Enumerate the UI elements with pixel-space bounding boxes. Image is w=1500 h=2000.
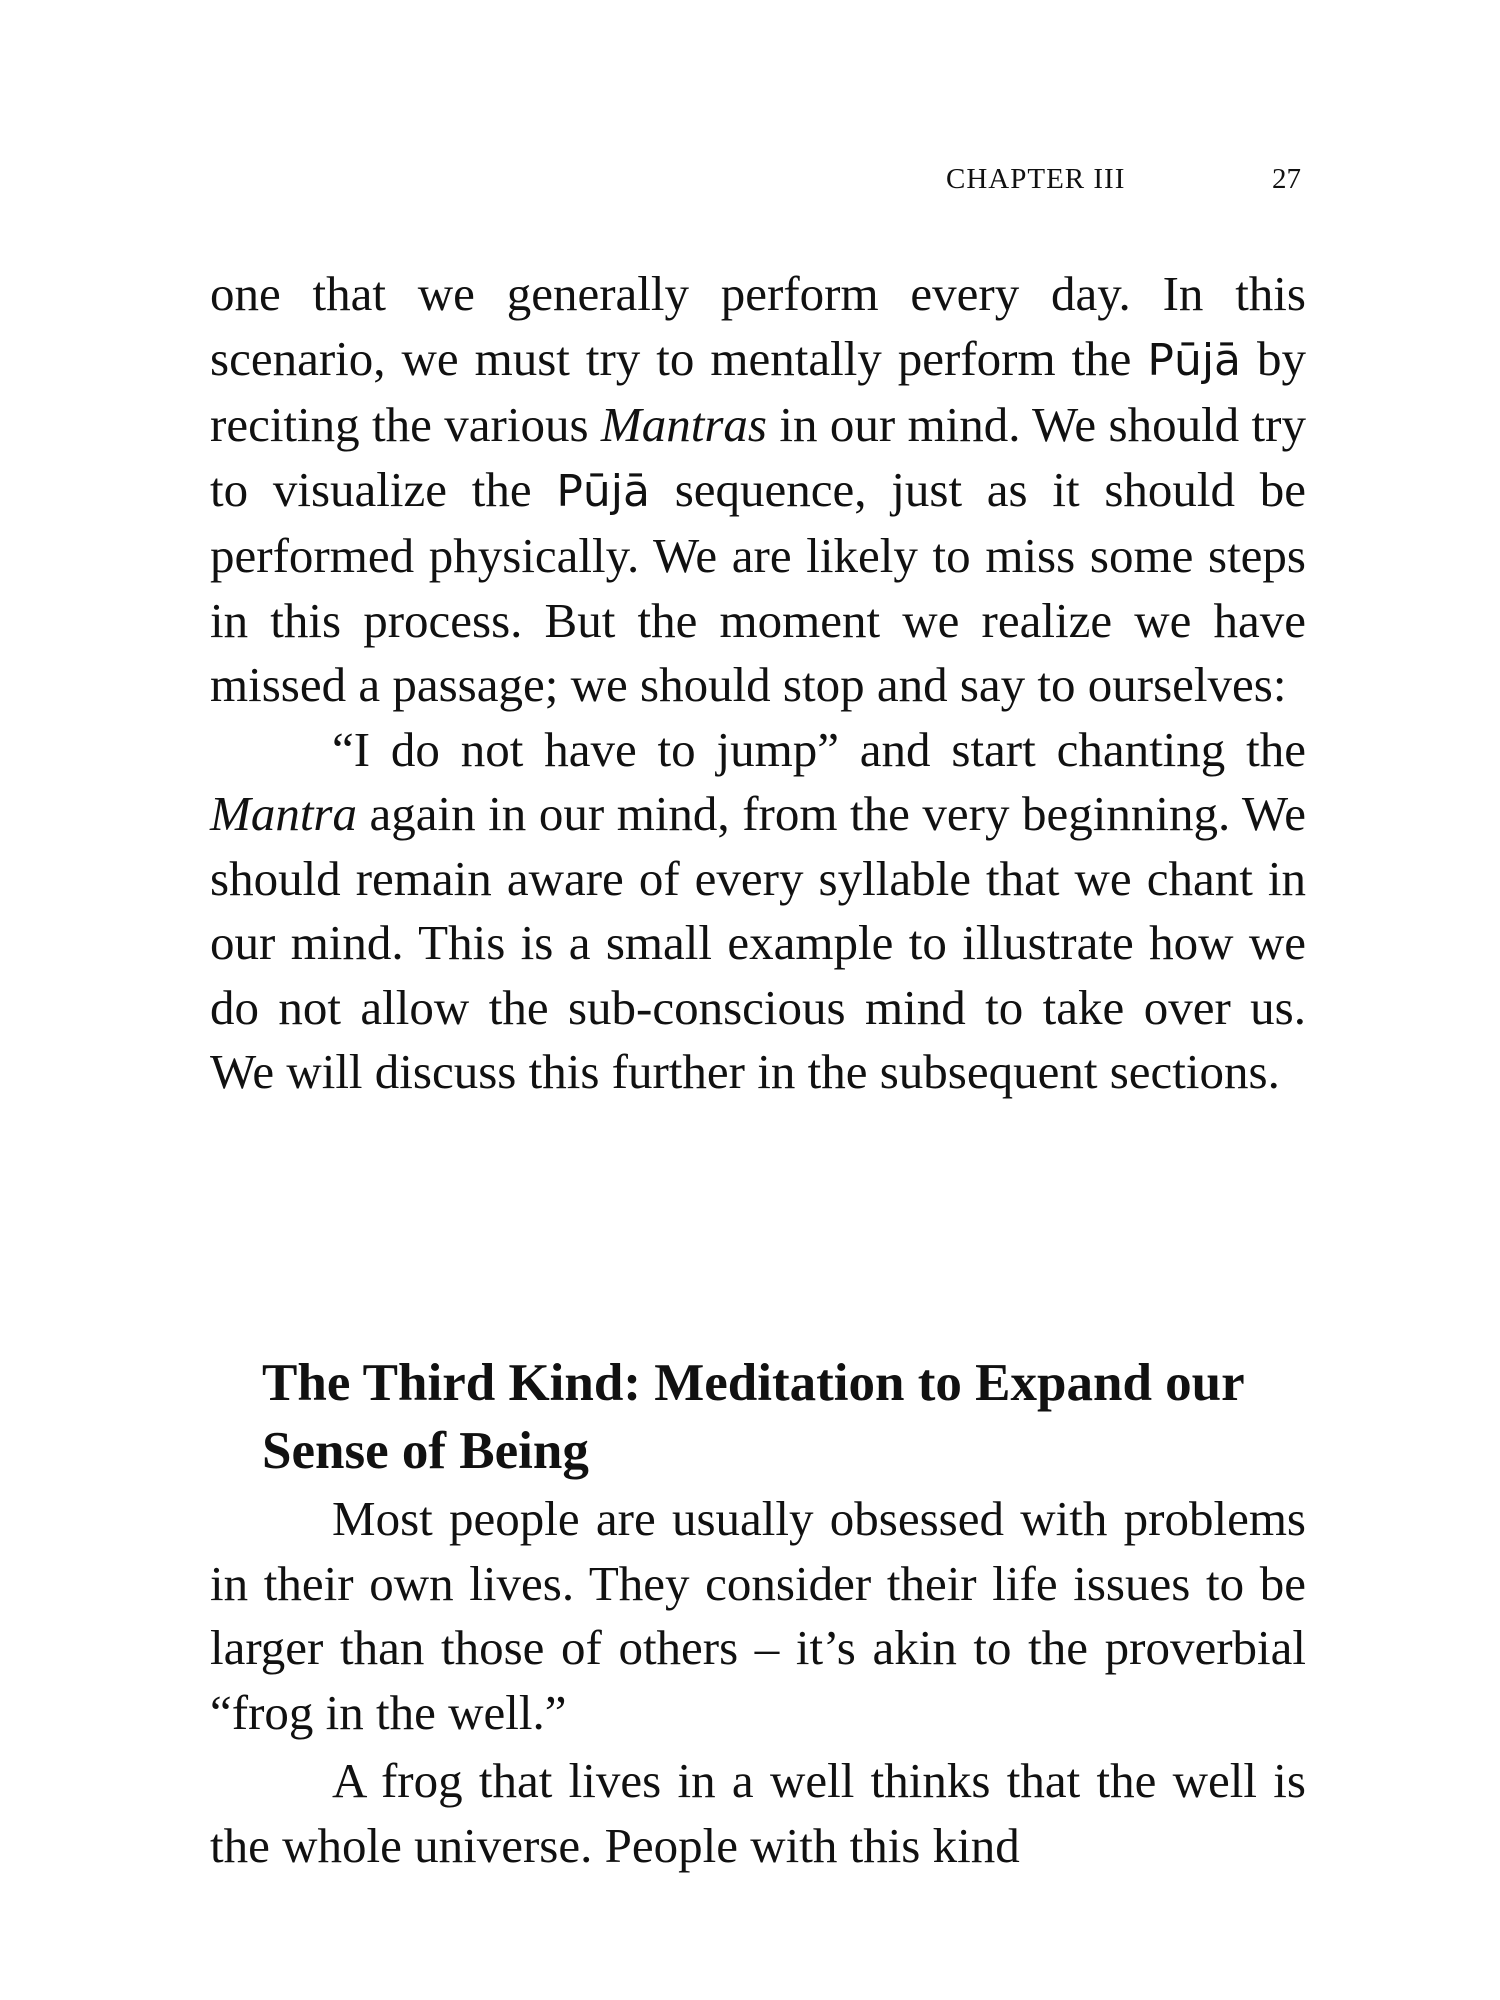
running-head: CHAPTER III	[946, 163, 1126, 195]
paragraph-3: Most people are usually obsessed with problems in their own lives. They consider their life issues to be larger than those of others – it’s akin to the proverbial “frog in the well.”	[210, 1491, 1306, 1740]
sanskrit-term-mantra: Mantra	[210, 786, 357, 841]
paragraph-1-text-c: in our mind. We should try to visualize the	[210, 397, 1306, 517]
sanskrit-term-puja-1: Pūjā	[1147, 334, 1242, 386]
page-number: 27	[1272, 163, 1301, 195]
page-header	[0, 163, 1500, 203]
paragraph-1	[210, 262, 1306, 718]
sanskrit-term-puja-2: Pūjā	[556, 465, 650, 517]
body-text-upper	[210, 262, 1306, 1105]
sanskrit-term-mantras: Mantras	[600, 397, 767, 452]
section-heading: The Third Kind: Meditation to Expand our Sense of Being	[262, 1353, 1244, 1480]
body-text-lower	[210, 1487, 1306, 1878]
paragraph-1-text-d: sequence, just as it should be performed physically. We are likely to miss some steps in this process. But the moment we realize we have missed a passage; we should stop and say to ourselves:	[210, 461, 1306, 712]
paragraph-2-text-a: “I do not have to jump” and start chanting the	[332, 721, 1306, 777]
paragraph-4: A frog that lives in a well thinks that the well is the whole universe. People with this kind	[210, 1753, 1306, 1873]
paragraph-2	[210, 718, 1306, 1105]
paragraph-2-text-b: again in our mind, from the very beginning. We should remain aware of every syllable that we chant in our mind. This is a small example to illustrate how we do not allow the sub-conscious mind to take over us. We will discuss this further in the subsequent sections.	[210, 786, 1306, 1099]
paragraph-1-text-a: one that we generally perform every day. In this scenario, we must try to mentally perform the	[210, 266, 1306, 386]
paragraph-1-text-b: by reciting the various	[210, 330, 1306, 452]
